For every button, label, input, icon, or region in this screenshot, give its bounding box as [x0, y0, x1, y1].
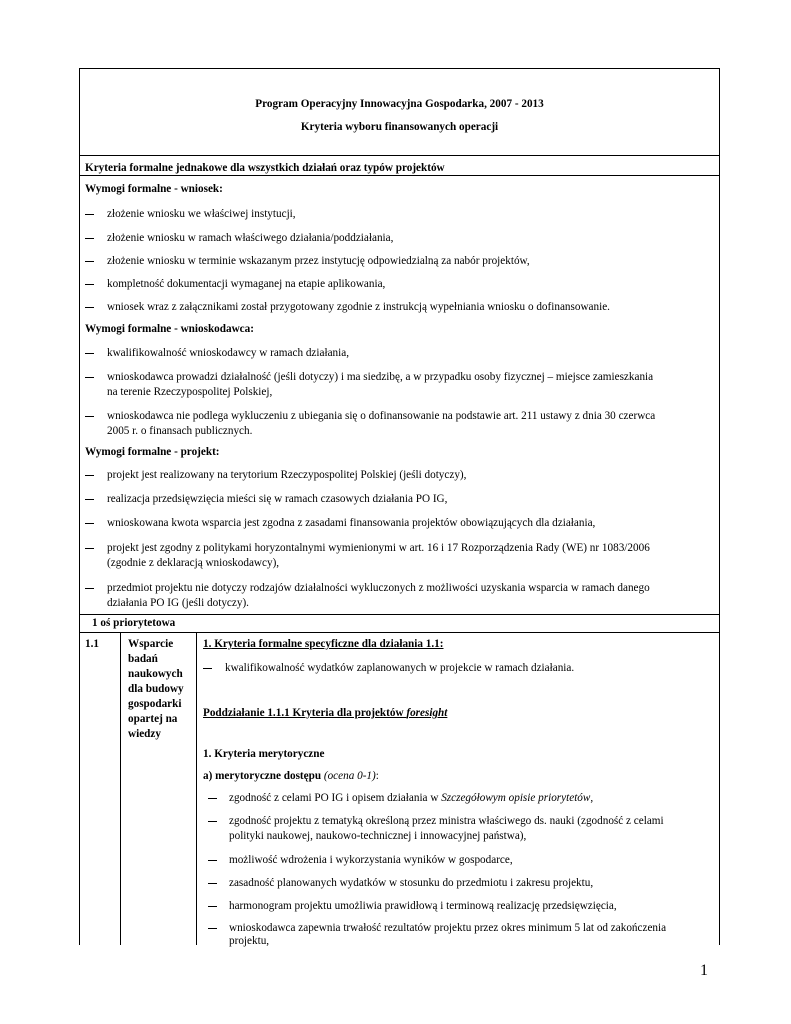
section-heading-project: Wymogi formalne - projekt: — [85, 446, 220, 458]
list-item-continuation: działania PO IG (jeśli dotyczy). — [107, 597, 249, 609]
bullet-dash — [208, 883, 217, 884]
list-item: wnioskodawca prowadzi działalność (jeśli dotyczy) i ma siedzibę, a w przypadku osoby fizycznej – miejsce zamieszkania — [107, 371, 654, 383]
list-item: kwalifikowalność wnioskodawcy w ramach działania, — [107, 347, 350, 359]
list-item: zasadność planowanych wydatków w stosunku do przedmiotu i zakresu projektu, — [229, 877, 594, 889]
measure-name-line: naukowych — [128, 668, 183, 680]
bullet-dash — [85, 214, 94, 215]
section-heading-application: Wymogi formalne - wniosek: — [85, 183, 223, 195]
list-item-continuation: 2005 r. o finansach publicznych. — [107, 425, 253, 437]
list-item: kwalifikowalność wydatków zaplanowanych w projekcie w ramach działania. — [225, 662, 575, 674]
list-item: wniosek wraz z załącznikami został przygotowany zgodnie z instrukcją wypełniania wniosku o dofinansowanie. — [107, 301, 610, 313]
page-number: 1 — [700, 962, 708, 979]
bullet-dash — [208, 860, 217, 861]
list-item: złożenie wniosku we właściwej instytucji, — [107, 208, 296, 220]
measure-name-line: wiedzy — [128, 728, 161, 740]
bullet-dash — [208, 928, 217, 929]
list-item-continuation: na terenie Rzeczypospolitej Polskiej, — [107, 386, 273, 398]
bullet-dash — [85, 416, 94, 417]
list-item: projekt jest realizowany na terytorium Rzeczypospolitej Polskiej (jeśli dotyczy), — [107, 469, 467, 481]
criteria-subtitle: Kryteria wyboru finansowanych operacji — [300, 121, 499, 133]
measure-name-line: dla budowy — [128, 683, 184, 695]
list-item: przedmiot projektu nie dotyczy rodzajów działalności wykluczonych z możliwości uzyskania wsparcia w ramach danego — [107, 582, 650, 594]
specific-criteria-heading: 1. Kryteria formalne specyficzne dla działania 1.1: — [203, 638, 444, 650]
list-item: możliwość wdrożenia i wykorzystania wyników w gospodarce, — [229, 854, 513, 866]
bullet-dash — [85, 238, 94, 239]
list-item: wnioskowana kwota wsparcia jest zgodna z zasadami finansowania projektów obowiązujących dla działania, — [107, 517, 596, 529]
submeasure-heading: Poddziałanie 1.1.1 Kryteria dla projektów foresight — [203, 707, 448, 719]
list-item: złożenie wniosku w terminie wskazanym przez instytucję odpowiedzialną za nabór projektów, — [107, 255, 530, 267]
bullet-dash — [208, 906, 217, 907]
list-item: wnioskodawca zapewnia trwałość rezultatów projektu przez okres minimum 5 lat od zakończenia — [229, 922, 667, 934]
measure-name-line: gospodarki — [128, 698, 182, 710]
table-rule — [79, 614, 720, 615]
bullet-dash — [208, 798, 217, 799]
table-column-rule — [196, 632, 197, 945]
list-item: realizacja przedsięwzięcia mieści się w ramach czasowych działania PO IG, — [107, 493, 448, 505]
bullet-dash — [85, 588, 94, 589]
bullet-dash — [203, 668, 212, 669]
list-item: złożenie wniosku w ramach właściwego działania/poddziałania, — [107, 232, 394, 244]
bullet-dash — [85, 523, 94, 524]
bullet-dash — [208, 821, 217, 822]
table-rule — [79, 155, 720, 156]
list-item-continuation: (zgodnie z deklaracją wnioskodawcy), — [107, 557, 280, 569]
list-item: kompletność dokumentacji wymaganej na etapie aplikowania, — [107, 278, 386, 290]
bullet-dash — [85, 475, 94, 476]
priority-axis-label: 1 oś priorytetowa — [92, 617, 176, 629]
bullet-dash — [85, 548, 94, 549]
list-item-continuation: polityki naukowej, naukowo-technicznej i innowacyjnej państwa), — [229, 830, 527, 842]
list-item: zgodność z celami PO IG i opisem działania w Szczegółowym opisie priorytetów, — [229, 792, 594, 804]
section-heading-applicant: Wymogi formalne - wnioskodawca: — [85, 323, 254, 335]
bullet-dash — [85, 377, 94, 378]
measure-name-line: Wsparcie — [128, 638, 174, 650]
table-rule — [79, 632, 720, 633]
bullet-dash — [85, 261, 94, 262]
bullet-dash — [85, 307, 94, 308]
bullet-dash — [85, 284, 94, 285]
measure-name-line: opartej na — [128, 713, 178, 725]
general-criteria-heading: Kryteria formalne jednakowe dla wszystkich działań oraz typów projektów — [85, 162, 445, 174]
program-title: Program Operacyjny Innowacyjna Gospodarka, 2007 - 2013 — [255, 98, 544, 110]
measure-name-line: badań — [128, 653, 158, 665]
table-column-rule — [120, 632, 121, 945]
list-item: harmonogram projektu umożliwia prawidłową i terminową realizację przedsięwzięcia, — [229, 900, 617, 912]
measure-number: 1.1 — [85, 638, 99, 650]
merit-criteria-heading: 1. Kryteria merytoryczne — [203, 748, 325, 760]
list-item: zgodność projektu z tematyką określoną przez ministra właściwego ds. nauki (zgodność z celami — [229, 815, 664, 827]
list-item: wnioskodawca nie podlega wykluczeniu z ubiegania się o dofinansowanie na podstawie art. 211 ustawy z dnia 30 czerwca — [107, 410, 656, 422]
bullet-dash — [85, 353, 94, 354]
access-criteria-heading: a) merytoryczne dostępu (ocena 0-1): — [203, 770, 379, 782]
bullet-dash — [85, 499, 94, 500]
list-item: projekt jest zgodny z politykami horyzontalnymi wymienionymi w art. 16 i 17 Rozporządzenia Rady (WE) nr 1083/2006 — [107, 542, 650, 554]
list-item-continuation: projektu, — [229, 935, 270, 947]
